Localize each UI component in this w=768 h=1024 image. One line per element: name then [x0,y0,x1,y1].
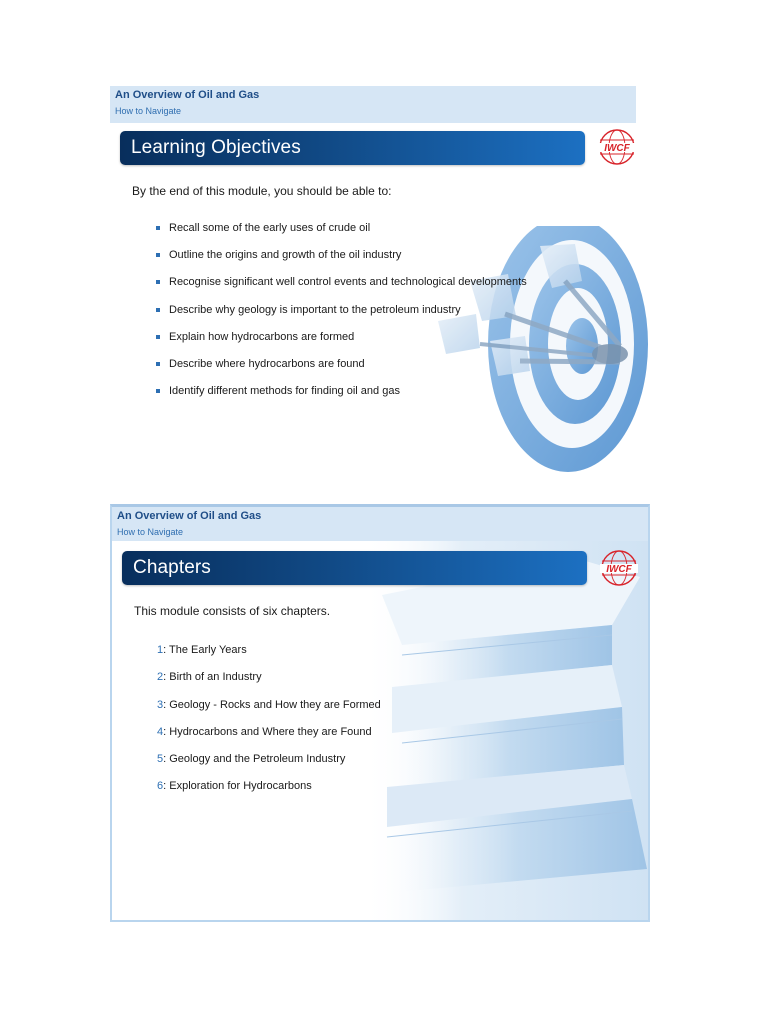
chapter-title: The Early Years [169,644,247,656]
course-title: An Overview of Oil and Gas [115,89,260,101]
section-banner [122,551,587,585]
chapter-title: Geology - Rocks and How they are Formed [169,698,381,711]
bullet-icon [156,308,160,312]
section-title: Learning Objectives [131,137,301,158]
section-banner [120,131,585,165]
list-item [155,222,527,249]
bullet-icon [156,362,160,366]
objectives-list [155,222,527,412]
iwcf-globe-logo-icon [595,128,639,166]
list-item [155,304,527,331]
chapter-number: 6 [157,780,164,793]
list-item [155,276,527,303]
objective-text: Explain how hydrocarbons are formed [169,330,355,343]
chapter-title: Hydrocarbons and Where they are Found [169,725,372,738]
objective-text: Outline the origins and growth of the oil industry [169,249,402,262]
list-item [155,358,527,385]
books-stack-icon [362,537,650,921]
chapters-list [157,644,381,808]
chapter-item[interactable]: 3: Geology - Rocks and How they are Formed [157,698,381,711]
objective-text: Recognise significant well control events and technological developments [169,276,527,289]
intro-text: This module consists of six chapters. [134,604,331,618]
objective-text: Describe where hydrocarbons are found [169,357,365,370]
chapter-number: 2 [157,671,164,684]
chapter-item[interactable]: 2: Birth of an Industry [157,671,262,684]
chapter-item[interactable]: 5: Geology and the Petroleum Industry [157,753,346,766]
logo-text: IWCF [606,564,632,575]
objective-text: Describe why geology is important to the petroleum industry [169,303,461,316]
intro-text: By the end of this module, you should be able to: [132,184,392,198]
chapter-item[interactable]: 4: Hydrocarbons and Where they are Found [157,725,372,738]
slide-header-bar [112,507,648,541]
section-title: Chapters [133,557,211,578]
list-item [155,385,527,412]
chapter-item[interactable]: 6: Exploration for Hydrocarbons [157,780,312,793]
logo-text: IWCF [604,143,630,154]
chapter-title: Birth of an Industry [169,671,262,684]
list-item [155,331,527,358]
slide-chapters [110,504,650,922]
chapter-number: 3 [157,698,164,711]
objective-text: Identify different methods for finding oil and gas [169,385,400,398]
list-item [155,249,527,276]
bullet-icon [156,335,160,339]
bullet-icon [156,389,160,393]
chapter-item[interactable]: 1: The Early Years [157,644,247,656]
slide-learning-objectives [110,86,650,498]
chapter-title: Geology and the Petroleum Industry [169,753,346,766]
course-title: An Overview of Oil and Gas [117,510,262,522]
chapter-number: 5 [157,753,164,766]
slide-header-bar [110,86,636,123]
bullet-icon [156,253,160,257]
how-to-navigate-link[interactable]: How to Navigate [115,106,182,116]
objective-text: Recall some of the early uses of crude oil [169,222,371,234]
chapter-number: 4 [157,725,164,738]
chapter-title: Exploration for Hydrocarbons [169,780,312,793]
chapter-number: 1 [157,644,164,656]
iwcf-globe-logo-icon [597,549,641,587]
bullet-icon [156,280,160,284]
how-to-navigate-link[interactable]: How to Navigate [117,527,184,537]
bullet-icon [156,226,160,230]
